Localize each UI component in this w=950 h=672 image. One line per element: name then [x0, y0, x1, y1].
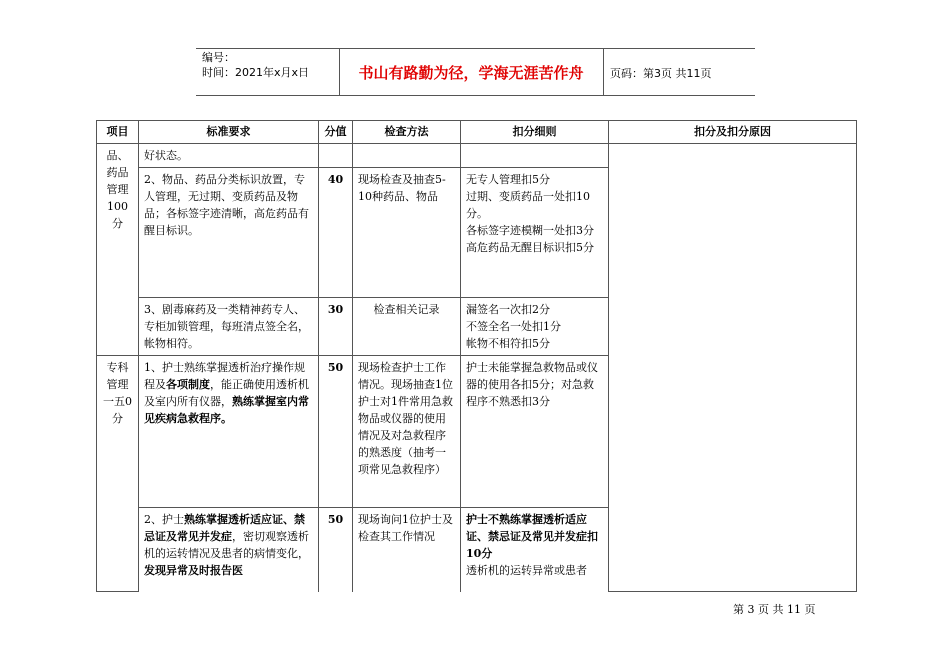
deduction-rule: 高危药品无醒目标识扣5分	[466, 241, 594, 254]
method-cell	[353, 144, 461, 168]
method-cell: 检查相关记录	[353, 298, 461, 356]
deduction-cell	[461, 168, 609, 298]
requirement-emphasis: 各项制度	[166, 378, 210, 391]
header-method: 检查方法	[353, 121, 461, 144]
requirement-emphasis: 熟练掌握室内常见疾病急救程序。	[144, 395, 309, 425]
requirement-emphasis: 熟练掌握透析适应证、禁忌证及常见并发症	[144, 513, 305, 543]
deduction-rule: 帐物不相符扣5分	[466, 337, 550, 350]
deduction-cell	[461, 298, 609, 356]
document-number: 编号：	[202, 51, 235, 64]
requirement-text: 1、护士熟练掌握透析治疗操作规程及	[144, 361, 305, 391]
table-row	[97, 144, 857, 168]
header-deduction-rules: 扣分细则	[461, 121, 609, 144]
score-cell: 40	[319, 168, 353, 298]
deduction-rule: 程序不熟悉扣3分	[466, 395, 550, 408]
item-category: 专科管理一五0分	[97, 356, 139, 592]
header-divider	[603, 48, 604, 96]
score-cell: 50	[319, 508, 353, 592]
method-cell: 现场检查及抽查5-10种药品、物品	[353, 168, 461, 298]
header-motto: 书山有路勤为径，学海无涯苦作舟	[358, 64, 584, 82]
nursing-quality-table	[96, 120, 857, 592]
deduction-rule: 过期、变质药品一处扣10分。	[466, 190, 590, 220]
header-deduction-reason: 扣分及扣分原因	[609, 121, 857, 144]
deduction-cell	[461, 508, 609, 592]
deduction-rule: 透析机的运转异常或患者	[466, 564, 587, 577]
deduction-rule: 不签全名一处扣1分	[466, 320, 561, 333]
deduction-cell	[461, 144, 609, 168]
score-cell: 30	[319, 298, 353, 356]
requirement-cell: 好状态。	[139, 144, 319, 168]
table-header-row	[97, 121, 857, 144]
header-meta	[202, 50, 309, 80]
deduction-rule: 护士不熟练掌握透析适应证、禁忌证及常见并发症扣10分	[466, 513, 598, 560]
document-date: 时间：2021年x月x日	[202, 66, 310, 79]
requirement-cell: 3、剧毒麻药及一类精神药专人、专柜加锁管理，每班清点签全名，帐物相符。	[139, 298, 319, 356]
requirement-cell	[139, 356, 319, 508]
page-footer: 第 3 页 共 11 页	[733, 603, 816, 616]
item-category: 品、药品管理100分	[97, 144, 139, 356]
method-cell: 现场检查护士工作情况。现场抽查1位护士对1件常用急救物品或仪器的使用情况及对急救程序的熟悉度（抽考一项常见急救程序）	[353, 356, 461, 508]
requirement-cell	[139, 508, 319, 592]
deduction-rule: 漏签名一次扣2分	[466, 303, 550, 316]
requirement-text: 2、护士	[144, 513, 184, 526]
header-requirement: 标准要求	[139, 121, 319, 144]
header-top-rule	[196, 48, 755, 49]
deduction-reason-cell	[609, 144, 857, 592]
header-score: 分值	[319, 121, 353, 144]
header-page-number: 页码：第3页 共11页	[610, 67, 712, 80]
method-cell: 现场询问1位护士及检查其工作情况	[353, 508, 461, 592]
deduction-rule: 无专人管理扣5分	[466, 173, 550, 186]
requirement-text: ，密切观察透析机的运转情况及患者的病情变化，	[144, 530, 309, 560]
header-item: 项目	[97, 121, 139, 144]
deduction-rule: 护士未能掌握急救物品或仪器的使用各扣5分；对急救	[466, 361, 598, 391]
header-bottom-rule	[196, 95, 755, 96]
requirement-cell: 2、物品、药品分类标识放置，专人管理，无过期、变质药品及物品；各标签字迹清晰，高危药品有醒目标识。	[139, 168, 319, 298]
deduction-rule: 各标签字迹模糊一处扣3分	[466, 224, 594, 237]
score-cell	[319, 144, 353, 168]
requirement-text: ，能正确使用透析机及室内所有仪器，	[144, 378, 309, 408]
requirement-emphasis: 发现异常及时报告医	[144, 564, 243, 577]
page-header	[196, 48, 755, 96]
deduction-cell	[461, 356, 609, 508]
score-cell: 50	[319, 356, 353, 508]
